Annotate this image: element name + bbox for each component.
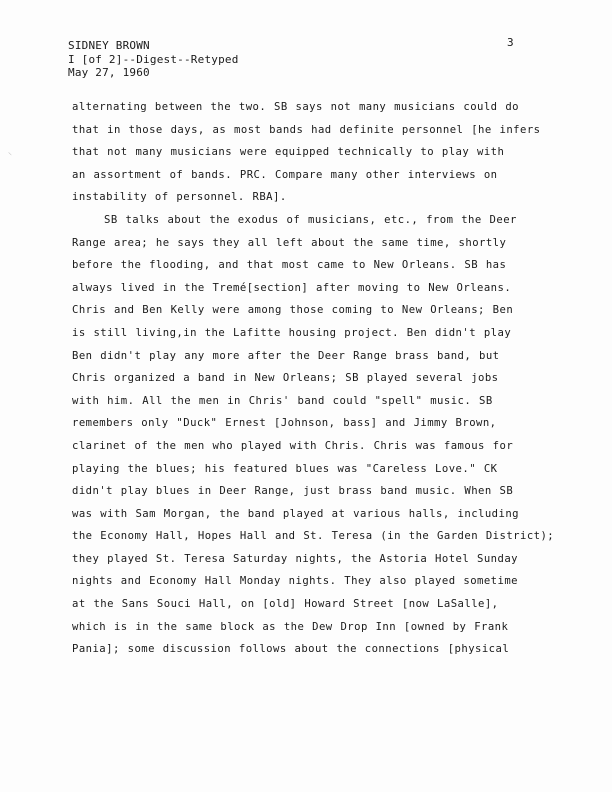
text-line: instability of personnel. RBA]. <box>72 191 287 204</box>
text-line: before the flooding, and that most came to New Orleans. SB has <box>72 259 507 272</box>
text-line: Range area; he says they all left about the same time, shortly <box>72 236 507 249</box>
interview-date: May 27, 1960 <box>68 66 150 79</box>
text-line: Chris and Ben Kelly were among those coming to New Orleans; Ben <box>72 304 514 317</box>
page-number: 3 <box>507 36 514 49</box>
text-line: was with Sam Morgan, the band played at various halls, including <box>72 507 519 520</box>
text-line: playing the blues; his featured blues was "Careless Love." CK <box>72 462 498 475</box>
text-line: didn't play blues in Deer Range, just brass band music. When SB <box>72 485 514 498</box>
text-line: nights and Economy Hall Monday nights. They also played sometime <box>72 575 518 588</box>
text-line: Ben didn't play any more after the Deer Range brass band, but <box>72 349 500 362</box>
text-line: always lived in the Tremé[section] after moving to New Orleans. <box>72 281 512 294</box>
text-line: they played St. Teresa Saturday nights, the Astoria Hotel Sunday <box>72 552 518 565</box>
text-line: the Economy Hall, Hopes Hall and St. Teresa (in the Garden District); <box>72 530 555 543</box>
text-line: that in those days, as most bands had definite personnel [he infers <box>72 123 541 136</box>
text-line: alternating between the two. SB says not many musicians could do <box>72 101 519 113</box>
text-line: Chris organized a band in New Orleans; SB played several jobs <box>72 372 499 385</box>
text-line: with him. All the men in Chris' band could "spell" music. SB <box>72 394 493 407</box>
text-line: at the Sans Souci Hall, on [old] Howard Street [now LaSalle], <box>72 598 499 611</box>
text-line: clarinet of the men who played with Chris. Chris was famous for <box>72 439 514 452</box>
text-line: an assortment of bands. PRC. Compare many other interviews on <box>72 168 498 181</box>
text-line: that not many musicians were equipped technically to play with <box>72 146 505 159</box>
text-line: is still living,in the Lafitte housing project. Ben didn't play <box>72 326 512 339</box>
text-line: SB talks about the exodus of musicians, etc., from the Deer <box>104 213 517 226</box>
text-line: remembers only "Duck" Ernest [Johnson, bass] and Jimmy Brown, <box>72 417 497 430</box>
document-header <box>68 39 239 80</box>
digest-text <box>72 96 555 661</box>
reel-info: I [of 2]--Digest--Retyped <box>68 52 239 66</box>
text-line: which is in the same block as the Dew Drop Inn [owned by Frank <box>72 620 509 633</box>
margin-mark: ⸌ <box>8 151 12 160</box>
subject-name: SIDNEY BROWN <box>68 39 150 52</box>
text-line: Pania]; some discussion follows about the connections [physical <box>72 643 510 656</box>
